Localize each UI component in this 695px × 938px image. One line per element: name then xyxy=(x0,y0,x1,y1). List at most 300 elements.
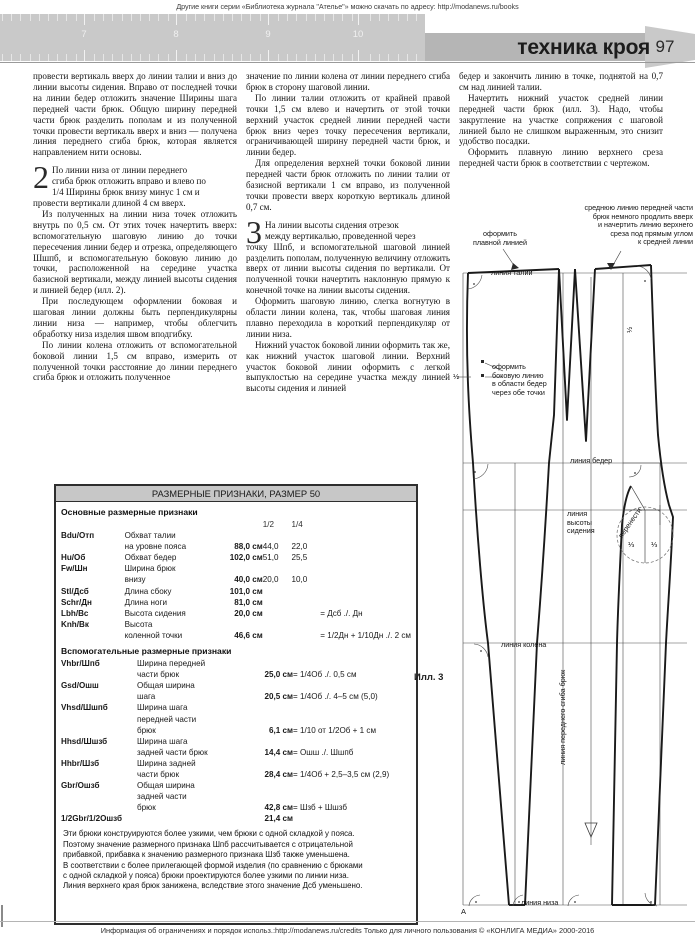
cell-abbr: Vhbr/Шпб xyxy=(61,659,100,669)
ruler-tick xyxy=(176,50,177,61)
ruler-tick xyxy=(140,54,141,61)
cell-value: 25,0 см xyxy=(264,670,293,680)
ruler-tick xyxy=(287,14,288,21)
label-fraction-half-left: ½ xyxy=(453,372,460,381)
table-row-cont xyxy=(61,574,411,585)
table-section-head-aux: Вспомогательные размерные признаки xyxy=(61,646,232,657)
ruler-tick xyxy=(131,54,132,61)
cell-value xyxy=(235,780,293,791)
table-header-row xyxy=(61,519,411,530)
footer-divider xyxy=(0,921,695,922)
cell-value: 88,0 см xyxy=(234,542,263,552)
cell-name: брюк xyxy=(137,725,156,735)
footnote-line: прибавкой, прибавка к значению размерного признака Шзб также уменьшена. xyxy=(63,850,350,860)
ruler-tick xyxy=(76,54,77,61)
cell-quarter: 25,5 xyxy=(291,553,308,563)
ruler-tick xyxy=(131,14,132,21)
paragraph-line: между вертикалью, проведенной через xyxy=(265,230,416,241)
paragraph-line: На линии высоты сидения отрезок xyxy=(265,219,399,230)
cell-abbr xyxy=(61,791,137,802)
ruler-tick xyxy=(352,54,353,61)
cell-name: Высота сидения xyxy=(124,608,186,618)
ruler-tick xyxy=(158,54,159,61)
cell-half xyxy=(263,530,292,541)
cell-name: коленной точки xyxy=(124,630,183,640)
paragraph-line: точку Шпб, и вспомогательной шаговой линией разделить пополам, полученную величину отложить вверх от линии высоты сидения по вертикали. От полученной точки начертить наклонную прямую к конечной точке на линии высоты сидения. xyxy=(246,241,450,296)
callout-smooth-line: оформить плавной линией xyxy=(472,229,528,247)
cell-name: Длина ноги xyxy=(124,597,167,607)
ruler-tick xyxy=(122,14,123,21)
ruler-tick xyxy=(287,54,288,61)
pattern-drawing-svg xyxy=(455,205,695,920)
ruler-tick xyxy=(278,14,279,21)
cell-value xyxy=(235,680,293,691)
paragraph: Для определения верхней точки боковой линии передней части брюк отложить по линии талии от базисной вертикали 1 см вправо, из полученной точки провести вверх короткую вертикаль длиной 0,7 см. xyxy=(246,158,450,212)
cell-formula xyxy=(293,758,411,769)
cell-name: части брюк xyxy=(137,670,179,680)
table-title: РАЗМЕРНЫЕ ПРИЗНАКИ, РАЗМЕР 50 xyxy=(56,486,416,502)
cell-formula xyxy=(293,780,411,791)
cell-value: 20,5 см xyxy=(264,692,293,702)
ruler-graphic xyxy=(0,14,425,61)
cell-formula xyxy=(293,658,411,669)
cell-half xyxy=(263,586,292,597)
ruler-tick xyxy=(296,14,297,21)
cell-formula: = 1/2Дн + 1/10Дн ./. 2 см xyxy=(320,630,411,640)
cell-abbr: Hhsd/Шшзб xyxy=(61,736,108,746)
cell-quarter: 10,0 xyxy=(291,575,308,585)
top-url-note: Другие книги серии «Библиотека журнала "Ателье"» можно скачать по адресу: http://modanews.ru/books xyxy=(176,2,519,11)
ruler-tick xyxy=(306,54,307,61)
table-row-cont xyxy=(61,630,411,641)
cell-value: 102,0 см xyxy=(229,553,263,563)
pattern-drawing xyxy=(455,205,695,920)
ruler-tick xyxy=(296,54,297,61)
ruler-tick xyxy=(94,14,95,21)
illustration-caption: Илл. 3 xyxy=(414,672,444,683)
ruler-tick xyxy=(204,14,205,21)
table-row xyxy=(61,552,411,563)
label-hip-line: линия бедер xyxy=(570,456,613,465)
cell-name: внизу xyxy=(124,575,146,585)
table-row-cont xyxy=(61,714,411,725)
ruler-tick xyxy=(398,54,399,61)
footnote-line: с одной складкой у пояса) брюки проектируются более узкими по линии низа. xyxy=(63,871,349,881)
cell-formula: = 1/4Об + 2,5–3,5 см (2,9) xyxy=(293,769,390,779)
table-row-cont xyxy=(61,669,411,680)
table-row-cont xyxy=(61,747,411,758)
cell-abbr xyxy=(61,669,137,680)
cell-quarter xyxy=(292,597,321,608)
label-hem-line: линия низа xyxy=(521,898,559,907)
table-row xyxy=(61,658,411,669)
cell-formula: = Шзб + Шшзб xyxy=(293,803,348,813)
ruler-tick-10: 10 xyxy=(352,29,364,40)
cell-formula xyxy=(320,552,411,563)
ruler-tick xyxy=(84,14,85,25)
cell-value xyxy=(235,658,293,669)
paragraph: По линии колена отложить от вспомогательной боковой линии 1,5 см вправо, измерить от полученной точки расстояние до линии переднего сгиба брюк и отложить полученное xyxy=(33,339,237,383)
ruler-tick xyxy=(324,54,325,61)
ruler-tick xyxy=(223,14,224,21)
cell-formula xyxy=(293,680,411,691)
cell-half xyxy=(263,630,292,641)
paragraph-line: провести вертикали длиной 4 см вверх. xyxy=(33,197,186,208)
ruler-tick xyxy=(149,54,150,61)
cell-half: 44,0 xyxy=(262,542,279,552)
cell-value: 21,4 см xyxy=(264,814,293,824)
ruler-tick xyxy=(11,14,12,21)
ruler-tick xyxy=(149,14,150,21)
ruler-tick xyxy=(333,54,334,61)
ruler-tick xyxy=(214,54,215,61)
ruler-tick xyxy=(204,54,205,61)
cell-abbr xyxy=(61,691,137,702)
table-row xyxy=(61,680,411,691)
cell-quarter xyxy=(292,619,321,630)
cell-name: Обхват бедер xyxy=(124,553,177,563)
ruler-tick xyxy=(388,14,389,21)
table-row-cont xyxy=(61,802,411,813)
cell-name: Ширина задней xyxy=(137,758,196,768)
cell-quarter xyxy=(292,586,321,597)
cell-abbr: Fw/Шн xyxy=(61,564,88,574)
cell-half xyxy=(263,563,292,574)
header-divider xyxy=(0,62,695,63)
ruler-tick xyxy=(232,14,233,21)
paragraph: Из полученных на линии низа точек отложить внутрь по 0,5 см. От этих точек начертить вверх: вспомогательную шаговую линию до точки пересечения линии бедер и отрезка, определяющего Шшпб, и вспомогательную боковую линию до точки, расположенной на середине участка базисной вертикали, между линией высоты сидения и линией бедер (илл. 2). xyxy=(33,208,237,296)
numbered-paragraph-3 xyxy=(246,213,450,296)
step-number: 3 xyxy=(246,213,262,250)
table-row xyxy=(61,758,411,769)
cell-value: 81,0 см xyxy=(234,597,263,607)
ruler-tick xyxy=(57,54,58,61)
cell-name: Общая ширина xyxy=(137,781,195,791)
cell-value xyxy=(235,702,293,713)
text-column-1 xyxy=(33,71,237,383)
ruler-tick xyxy=(2,14,3,21)
ruler-tick xyxy=(370,54,371,61)
cell-abbr: Vhsd/Шшпб xyxy=(61,703,108,713)
ruler-tick xyxy=(168,14,169,21)
ruler-tick xyxy=(398,14,399,21)
table-row-cont xyxy=(61,769,411,780)
ruler-tick xyxy=(158,14,159,21)
footer-text: Информация об ограничениях и порядок использ.:http://modanews.ru/credits Только для личного пользования © «КОНЛИГА МЕДИА» 2000-2016 xyxy=(100,926,595,935)
cell-formula xyxy=(293,791,411,802)
ruler-tick xyxy=(342,14,343,21)
label-fraction-half: ½ xyxy=(625,326,634,333)
footnote-line: В соответствии с более прилегающей формой изделия (по сравнению с брюками xyxy=(63,860,363,870)
ruler-tick xyxy=(315,14,316,21)
cell-name: Общая ширина xyxy=(137,681,195,691)
ruler-tick-8: 8 xyxy=(173,29,179,40)
table-row xyxy=(61,586,411,597)
cell-name: на уровне пояса xyxy=(124,542,187,552)
cell-formula xyxy=(320,563,411,574)
cell-name: Длина сбоку xyxy=(124,586,172,596)
table-row xyxy=(61,780,411,791)
ruler-tick xyxy=(57,14,58,21)
table-footnote xyxy=(63,829,409,891)
ruler-tick xyxy=(260,14,261,21)
cell-formula xyxy=(320,530,411,541)
footnote-line: Поэтому значение размерного признака Шпб рассчитывается с отрицательной xyxy=(63,839,353,849)
ruler-tick xyxy=(195,54,196,61)
paragraph: По линии талии отложить от крайней правой точки 1,5 см влево и начертить от этой точки верхний участок средней линии передней части брюк вниз через точку пересечения вертикали, ограничивающей ширину передней части брюк, и линии бедер. xyxy=(246,92,450,158)
ruler-tick xyxy=(379,54,380,61)
ruler-tick xyxy=(250,14,251,21)
cell-value xyxy=(235,714,293,725)
table-row xyxy=(61,702,411,713)
cell-formula: = Ошш ./. Шшпб xyxy=(293,747,354,757)
cell-formula: = 1/4Об ./. 4–5 см (5,0) xyxy=(293,692,378,702)
ruler-tick xyxy=(306,14,307,21)
cell-value: 28,4 см xyxy=(264,769,293,779)
cell-formula xyxy=(320,541,411,552)
table-row xyxy=(61,619,411,630)
ruler-tick xyxy=(241,54,242,61)
ruler-tick xyxy=(241,14,242,21)
cell-abbr: Knh/Вк xyxy=(61,619,89,629)
callout-center-line-extend: среднюю линию передней части брюк немного продлить вверх и начертить линию верхнего среза под прямым углом к средней линии xyxy=(584,203,693,247)
cell-formula xyxy=(293,714,411,725)
ruler-tick xyxy=(416,14,417,21)
ruler-tick xyxy=(39,14,40,21)
ruler-tick xyxy=(11,54,12,61)
ruler-tick xyxy=(342,54,343,61)
cell-name: передней части xyxy=(137,714,197,724)
cell-value xyxy=(235,791,293,802)
paragraph: значение по линии колена от линии переднего сгиба брюк в сторону шаговой линии. xyxy=(246,71,450,92)
cell-abbr: Gsd/Ошш xyxy=(61,681,99,691)
ruler-tick xyxy=(324,14,325,21)
ruler-tick-7: 7 xyxy=(81,29,87,40)
cell-value: 6,1 см xyxy=(269,725,293,735)
cell-abbr: Hu/Об xyxy=(61,553,86,563)
ruler-tick xyxy=(103,54,104,61)
paragraph: Начертить нижний участок средней линии передней части брюк (илл. 3). Надо, чтобы закругление на участке сопряжения с шаговой линией было не слишком выраженным, это снизит удобство посадки. xyxy=(459,92,663,147)
ruler-tick xyxy=(416,54,417,61)
cell-formula xyxy=(320,574,411,585)
cell-abbr: Hhbr/Шзб xyxy=(61,758,100,768)
cell-value xyxy=(212,619,263,630)
cell-value: 42,8 см xyxy=(264,803,293,813)
ruler-tick xyxy=(407,14,408,21)
paragraph: бедер и закончить линию в точке, поднятой на 0,7 см над линией талии. xyxy=(459,71,663,92)
paragraph: Оформить шаговую линию, слегка вогнутую в области линии колена, так, чтобы шаговая линия плавно переходила в короткий перпендикуляр от линии низа. xyxy=(246,296,450,339)
page-number: 97 xyxy=(655,37,675,56)
step-number: 2 xyxy=(33,159,49,196)
paragraph-line: По линии низа от линии переднего xyxy=(52,165,188,176)
ruler-tick xyxy=(20,54,21,61)
cell-abbr xyxy=(61,541,125,552)
cell-name: Ширина передней xyxy=(137,659,206,669)
table-row-cont xyxy=(61,541,411,552)
cell-half xyxy=(263,608,292,619)
paragraph: провести вертикаль вверх до линии талии и вниз до линии высоты сидения. Вправо от последней точки на линии бедер отложить значение Ширины шага передней части брюк. Общую ширину передней части брюк разделить пополам и из полученной точки провести вертикаль вверх и вниз — получена линия переднего сгиба брюк, которая является направлением нити основы. xyxy=(33,71,237,158)
col-header-quarter: 1/4 xyxy=(291,520,303,529)
cell-half: 20,0 xyxy=(262,575,279,585)
cell-formula xyxy=(293,702,411,713)
cell-name: Высота xyxy=(124,619,153,629)
cell-value: 101,0 см xyxy=(229,586,263,596)
cell-value xyxy=(235,736,293,747)
ruler-tick xyxy=(20,14,21,21)
paragraph: Оформить плавную линию верхнего среза передней части брюк в соответствии с чертежом. xyxy=(459,147,663,169)
footnote-line: Эти брюки конструируются более узкими, чем брюки с одной складкой у пояса. xyxy=(63,829,355,839)
table-row xyxy=(61,813,411,824)
table-row-cont xyxy=(61,691,411,702)
ruler-tick xyxy=(112,14,113,21)
table-row-cont xyxy=(61,791,411,802)
ruler-tick xyxy=(268,50,269,61)
numbered-paragraph-2 xyxy=(33,159,237,209)
ruler-tick xyxy=(186,54,187,61)
ruler-tick xyxy=(48,54,49,61)
ruler-tick xyxy=(268,14,269,25)
ruler-tick xyxy=(2,54,3,61)
cell-abbr xyxy=(61,747,137,758)
cell-quarter xyxy=(292,630,321,641)
table-row xyxy=(61,736,411,747)
ruler-tick xyxy=(407,54,408,61)
paragraph-line: сгиба брюк отложить вправо и влево по xyxy=(52,176,206,187)
measurements-table xyxy=(54,484,418,925)
cell-formula: = 1/10 от 1/2Об + 1 см xyxy=(293,725,377,735)
cell-formula xyxy=(293,736,411,747)
ruler-tick xyxy=(48,14,49,21)
cell-value: 14,4 см xyxy=(264,747,293,757)
cell-value: 20,0 см xyxy=(234,608,263,618)
ruler-tick xyxy=(232,54,233,61)
cell-formula xyxy=(320,597,411,608)
ruler-tick xyxy=(315,54,316,61)
cell-abbr: Stl/Дсб xyxy=(61,586,89,596)
cell-name: части брюк xyxy=(137,769,179,779)
cell-abbr: Gbr/Ошзб xyxy=(61,781,100,791)
ruler-tick xyxy=(186,14,187,21)
text-column-3 xyxy=(459,71,663,169)
ruler-tick xyxy=(112,54,113,61)
paragraph: При последующем оформлении боковая и шаговая линии должны быть перпендикулярны линии низа — например, чтобы облегчить обработку низа изделия швом вподгибку. xyxy=(33,296,237,339)
cell-name: задней части xyxy=(137,792,187,802)
ruler-tick xyxy=(214,14,215,21)
cell-abbr: 1/2Gbr/1/2Ошзб xyxy=(61,814,123,824)
callout-side-line-hips: оформить боковую линию в области бедер через обе точки xyxy=(492,362,547,397)
label-transfer: перенести xyxy=(616,505,644,540)
cell-formula xyxy=(293,813,411,824)
cell-abbr xyxy=(61,802,137,813)
cell-quarter xyxy=(292,563,321,574)
cell-abbr xyxy=(61,725,137,736)
cell-abbr: Lbh/Вс xyxy=(61,608,89,618)
cell-abbr: Bdu/Отп xyxy=(61,531,95,541)
ruler-tick-9: 9 xyxy=(265,29,271,40)
ruler-tick xyxy=(66,54,67,61)
cell-abbr xyxy=(61,769,137,780)
label-fraction-third-left: ⅓ xyxy=(628,540,635,549)
table-row xyxy=(61,597,411,608)
cell-half xyxy=(263,597,292,608)
ruler-tick xyxy=(176,14,177,25)
ruler-tick xyxy=(379,14,380,21)
cell-abbr: Schr/Дн xyxy=(61,597,92,607)
ruler-tick xyxy=(358,14,359,25)
text-column-2 xyxy=(246,71,450,394)
cell-formula xyxy=(320,619,411,630)
ruler-tick xyxy=(168,54,169,61)
label-front-crease-line: линия переднего сгиба брюк xyxy=(558,669,567,765)
label-fraction-third-right: ⅓ xyxy=(651,540,658,549)
ruler-tick xyxy=(370,14,371,21)
cell-name: брюк xyxy=(137,803,156,813)
col-header-half: 1/2 xyxy=(262,520,275,529)
cell-formula xyxy=(320,586,411,597)
ruler-tick xyxy=(39,54,40,61)
label-waist-line: линия талии xyxy=(491,268,533,277)
ruler-tick xyxy=(250,54,251,61)
cell-name: шага xyxy=(137,692,156,702)
cell-formula: = 1/4Об ./. 0,5 см xyxy=(293,670,357,680)
ruler-tick xyxy=(66,14,67,21)
ruler-tick xyxy=(140,14,141,21)
ruler-tick xyxy=(260,54,261,61)
page-title: техника кроя xyxy=(517,36,650,59)
label-knee-line: линия колена xyxy=(501,640,547,649)
table-row xyxy=(61,530,411,541)
cell-name: Ширина шага xyxy=(137,736,188,746)
ruler-tick xyxy=(358,50,359,61)
ruler-tick xyxy=(30,54,31,61)
cell-half xyxy=(263,619,292,630)
table-aux-measurements xyxy=(61,658,411,824)
cell-formula: = Дсб ./. Дн xyxy=(320,608,363,618)
table-row xyxy=(61,563,411,574)
paragraph-line: 1/4 Ширины брюк внизу минус 1 см и xyxy=(52,187,200,198)
cell-name: Ширина шага xyxy=(137,703,188,713)
cell-value: 40,0 см xyxy=(234,575,263,585)
ruler-tick xyxy=(84,50,85,61)
table-row xyxy=(61,608,411,619)
ruler-tick xyxy=(278,54,279,61)
footnote-line: Линия верхнего края брюк занижена, вследствие этого значение Дсб уменьшено. xyxy=(63,881,363,891)
table-main-measurements xyxy=(61,519,411,641)
ruler-tick xyxy=(30,14,31,21)
ruler-tick xyxy=(103,14,104,21)
cell-value xyxy=(235,758,293,769)
cell-quarter xyxy=(292,530,321,541)
cell-abbr xyxy=(61,714,137,725)
ruler-tick xyxy=(388,54,389,61)
cell-name: Обхват талии xyxy=(124,531,176,541)
cell-name: Ширина брюк xyxy=(124,564,176,574)
ruler-tick xyxy=(333,14,334,21)
label-seat-height-line: линия высоты сидения xyxy=(567,509,595,536)
cell-half: 51,0 xyxy=(262,553,279,563)
cell-abbr xyxy=(61,630,125,641)
ruler-tick xyxy=(76,14,77,21)
cell-name: задней части брюк xyxy=(137,747,208,757)
ruler-tick xyxy=(352,14,353,21)
ruler-tick xyxy=(223,54,224,61)
table-row-cont xyxy=(61,725,411,736)
paragraph: Нижний участок боковой линии оформить так же, как нижний участок шаговой линии. Верхний участок боковой линии оформить с легкой выпуклостью на середине участка между линией высоты сидения и линией xyxy=(246,339,450,394)
cell-name xyxy=(137,813,235,824)
cell-abbr xyxy=(61,574,125,585)
label-point-a: A xyxy=(461,907,467,916)
cell-quarter: 22,0 xyxy=(291,542,308,552)
